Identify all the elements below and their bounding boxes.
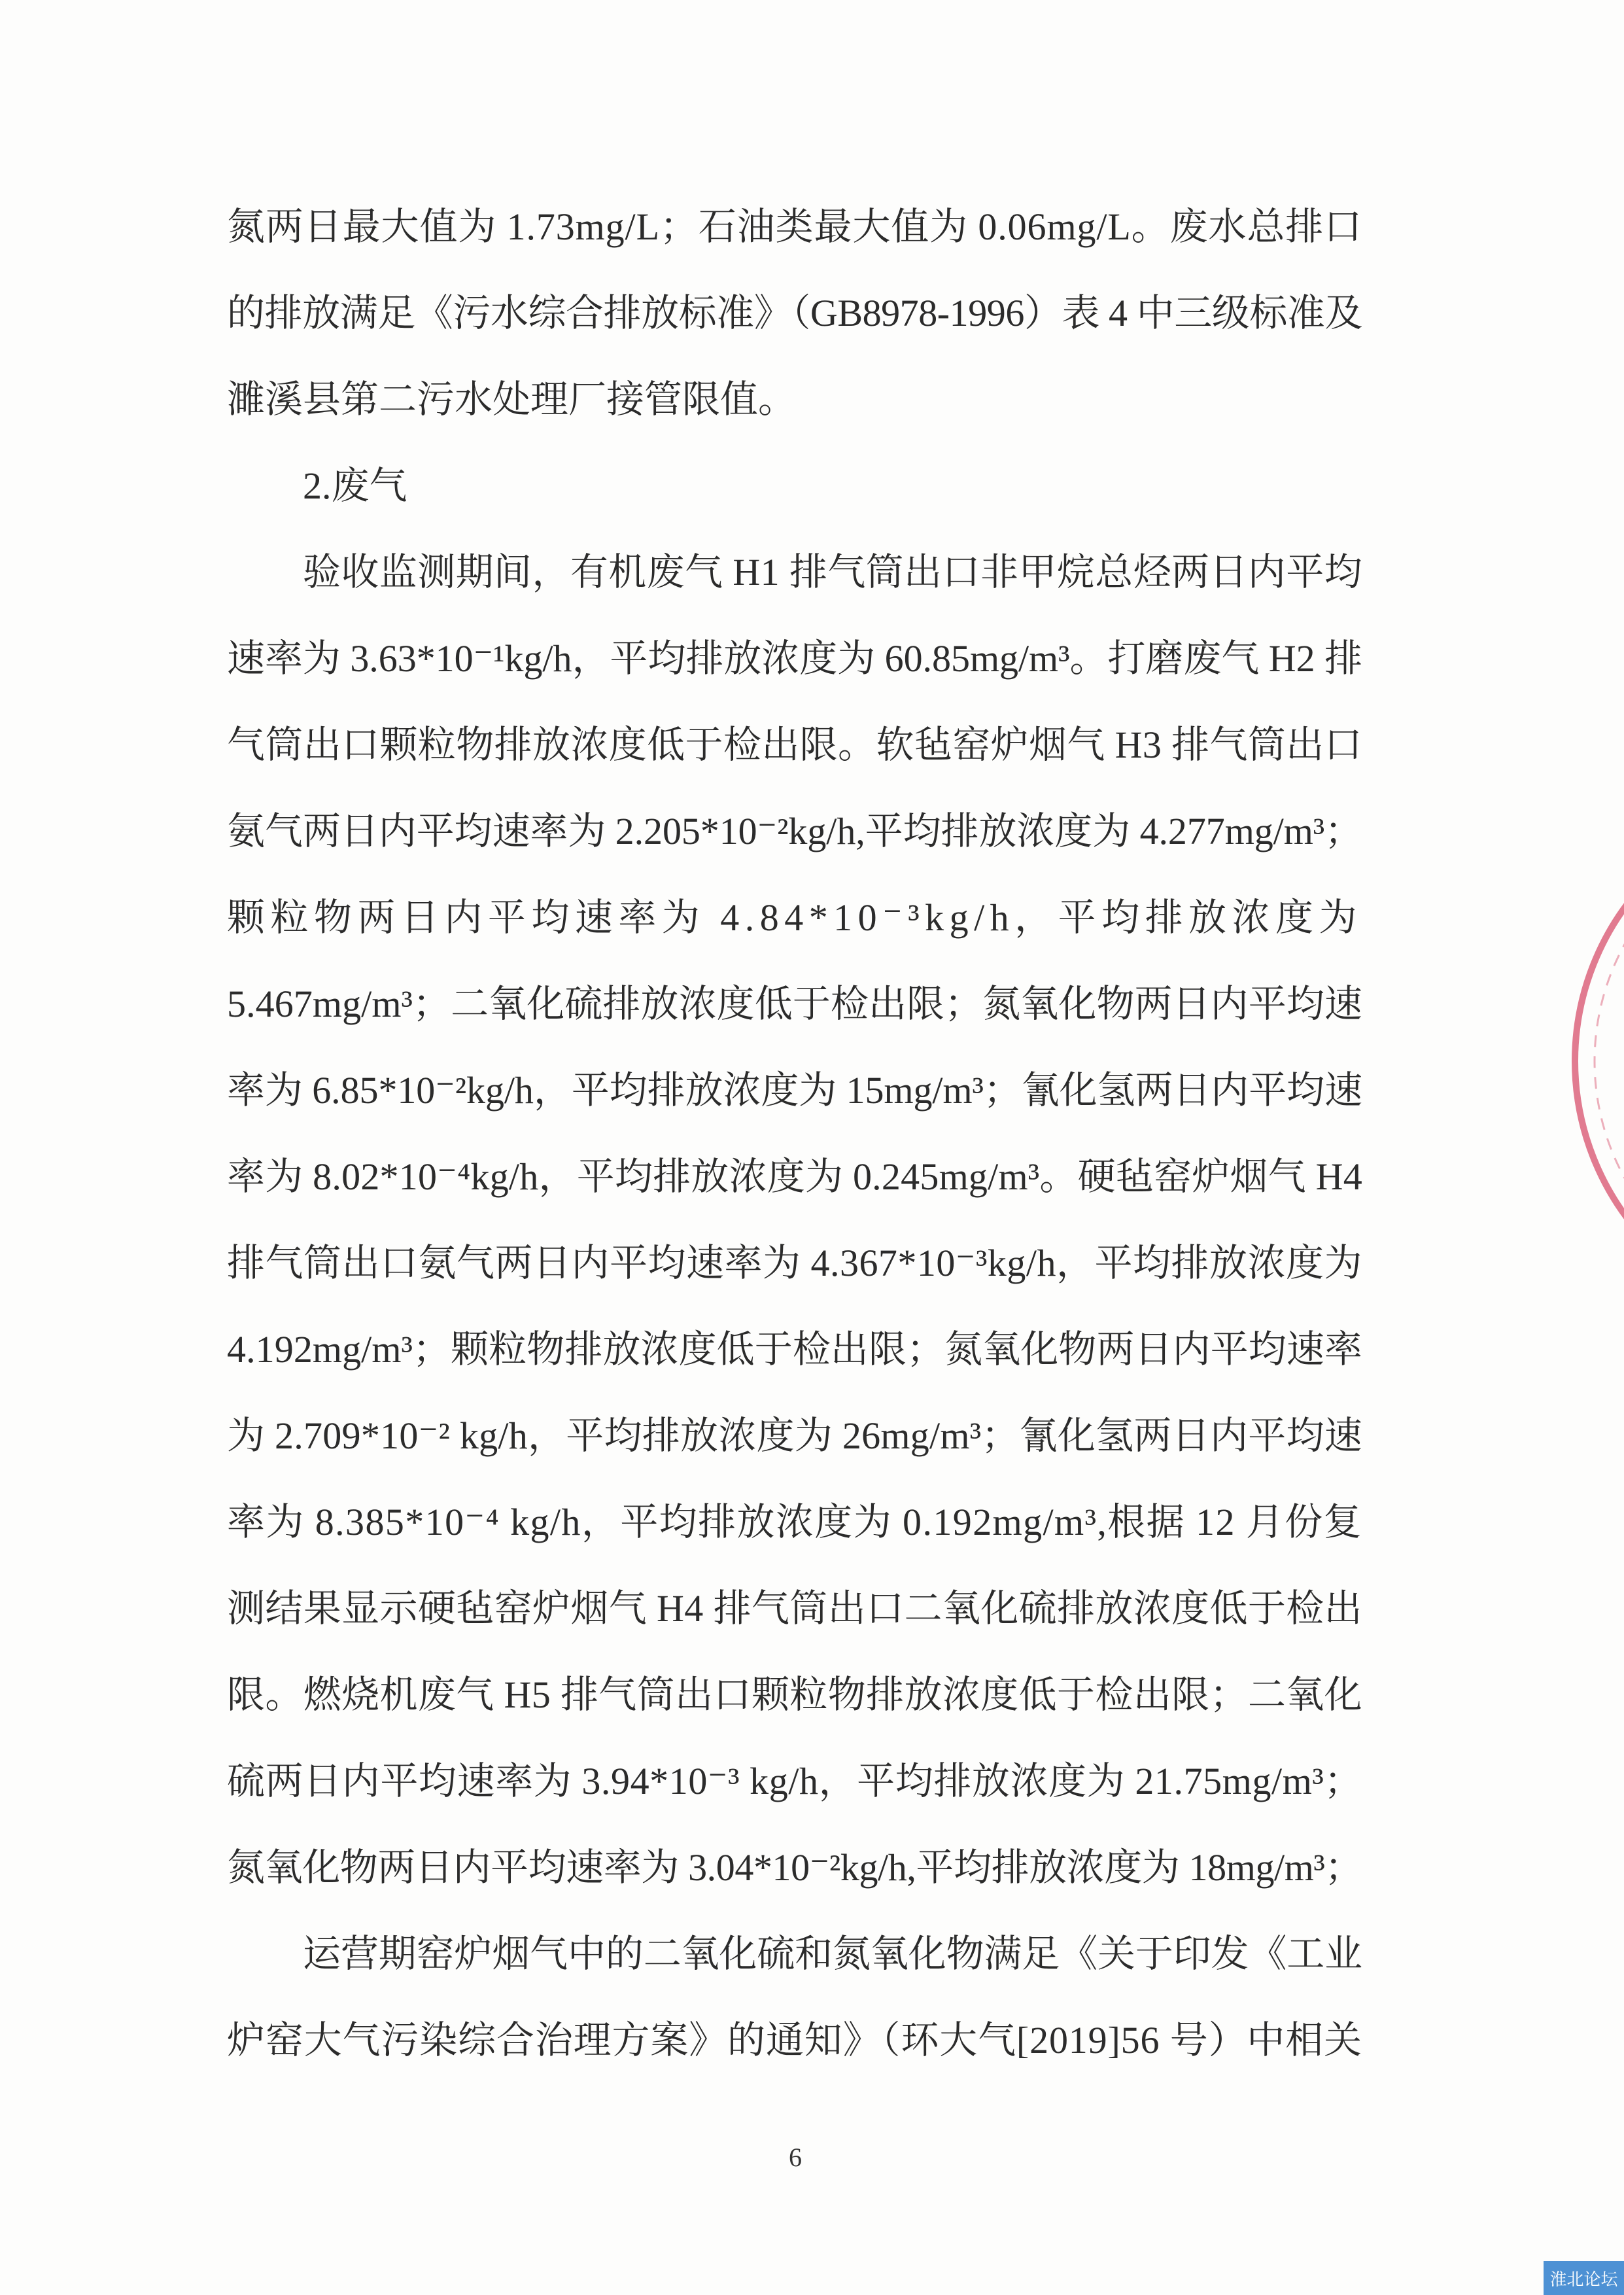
text-line-content: 气筒出口颗粒物排放浓度低于检出限。软毡窑炉烟气 H3 排气筒出口 [227, 724, 1362, 766]
text-line-content: 4.192mg/m³；颗粒物排放浓度低于检出限；氮氧化物两日内平均速率 [227, 1328, 1362, 1371]
text-line [227, 788, 1364, 875]
site-watermark [1544, 2261, 1624, 2295]
text-line [227, 1911, 1364, 1997]
section-heading-text: 2.废气 [303, 464, 407, 507]
company-seal-stamp [1557, 772, 1624, 1361]
text-line-content: 速率为 3.63*10⁻¹kg/h，平均排放浓度为 60.85mg/m³。打磨废气 H2 排 [227, 637, 1362, 680]
text-line-content: 濉溪县第二污水处理厂接管限值。 [227, 378, 797, 421]
text-line-content: 氮两日最大值为 1.73mg/L；石油类最大值为 0.06mg/L。废水总排口 [227, 205, 1362, 248]
seal-inner-ring [1595, 819, 1624, 1303]
seal-outer-ring [1575, 799, 1624, 1323]
text-line [227, 184, 1364, 270]
text-line [227, 1825, 1364, 1911]
text-line-content: 运营期窑炉烟气中的二氧化硫和氮氧化物满足《关于印发《工业 [303, 1933, 1362, 1975]
text-line [227, 1566, 1364, 1652]
text-line [227, 875, 1364, 961]
paragraph-wastewater-continued [227, 184, 1364, 443]
text-line-content: 限。燃烧机废气 H5 排气筒出口颗粒物排放浓度低于检出限；二氧化 [227, 1673, 1362, 1716]
paragraph-kiln-compliance [227, 1911, 1364, 2084]
text-line [227, 1220, 1364, 1306]
text-line [227, 1134, 1364, 1220]
section-heading [227, 443, 1364, 529]
text-line [227, 270, 1364, 357]
text-line [227, 702, 1364, 788]
text-line [227, 1738, 1364, 1825]
text-line-content: 氮氧化物两日内平均速率为 3.04*10⁻²kg/h,平均排放浓度为 18mg/m³； [227, 1846, 1362, 1889]
text-line [227, 616, 1364, 702]
text-line [227, 529, 1364, 616]
page-number: 6 [789, 2143, 802, 2172]
text-line [227, 961, 1364, 1047]
text-line-content: 颗粒物两日内平均速率为 4.84*10⁻³kg/h，平均排放浓度为 [227, 896, 1362, 939]
text-line-content: 验收监测期间，有机废气 H1 排气筒出口非甲烷总烃两日内平均 [303, 551, 1362, 593]
text-line-content: 为 2.709*10⁻² kg/h，平均排放浓度为 26mg/m³；氰化氢两日内平均速 [227, 1414, 1362, 1457]
site-watermark-text: 淮北论坛 [1549, 2269, 1618, 2290]
text-line-content: 排气筒出口氨气两日内平均速率为 4.367*10⁻³kg/h，平均排放浓度为 [227, 1242, 1362, 1284]
paragraph-exhaust-gas [227, 529, 1364, 1911]
text-line-content: 炉窑大气污染综合治理方案》的通知》（环大气[2019]56 号）中相关 [227, 2019, 1362, 2061]
text-line [227, 1047, 1364, 1134]
text-line [227, 1306, 1364, 1393]
text-line-content: 率为 8.02*10⁻⁴kg/h，平均排放浓度为 0.245mg/m³。硬毡窑炉烟气 H4 [227, 1155, 1362, 1198]
body-text [227, 184, 1364, 2084]
text-line [227, 1479, 1364, 1566]
text-line [227, 1393, 1364, 1479]
text-line-content: 5.467mg/m³；二氧化硫排放浓度低于检出限；氮氧化物两日内平均速 [227, 983, 1362, 1025]
text-line-content: 率为 6.85*10⁻²kg/h，平均排放浓度为 15mg/m³；氰化氢两日内平均速 [227, 1069, 1362, 1112]
text-line [227, 357, 1364, 443]
text-line [227, 1997, 1364, 2084]
text-line-content: 氨气两日内平均速率为 2.205*10⁻²kg/h,平均排放浓度为 4.277mg/m³； [227, 810, 1362, 852]
section-heading-line [227, 443, 1364, 529]
text-line [227, 1652, 1364, 1738]
text-line-content: 率为 8.385*10⁻⁴ kg/h，平均排放浓度为 0.192mg/m³,根据 12 月份复 [227, 1501, 1362, 1543]
text-line-content: 测结果显示硬毡窑炉烟气 H4 排气筒出口二氧化硫排放浓度低于检出 [227, 1587, 1362, 1630]
text-line-content: 的排放满足《污水综合排放标准》（GB8978-1996）表 4 中三级标准及 [227, 292, 1362, 334]
text-line-content: 硫两日内平均速率为 3.94*10⁻³ kg/h，平均排放浓度为 21.75mg/m³； [227, 1760, 1362, 1802]
